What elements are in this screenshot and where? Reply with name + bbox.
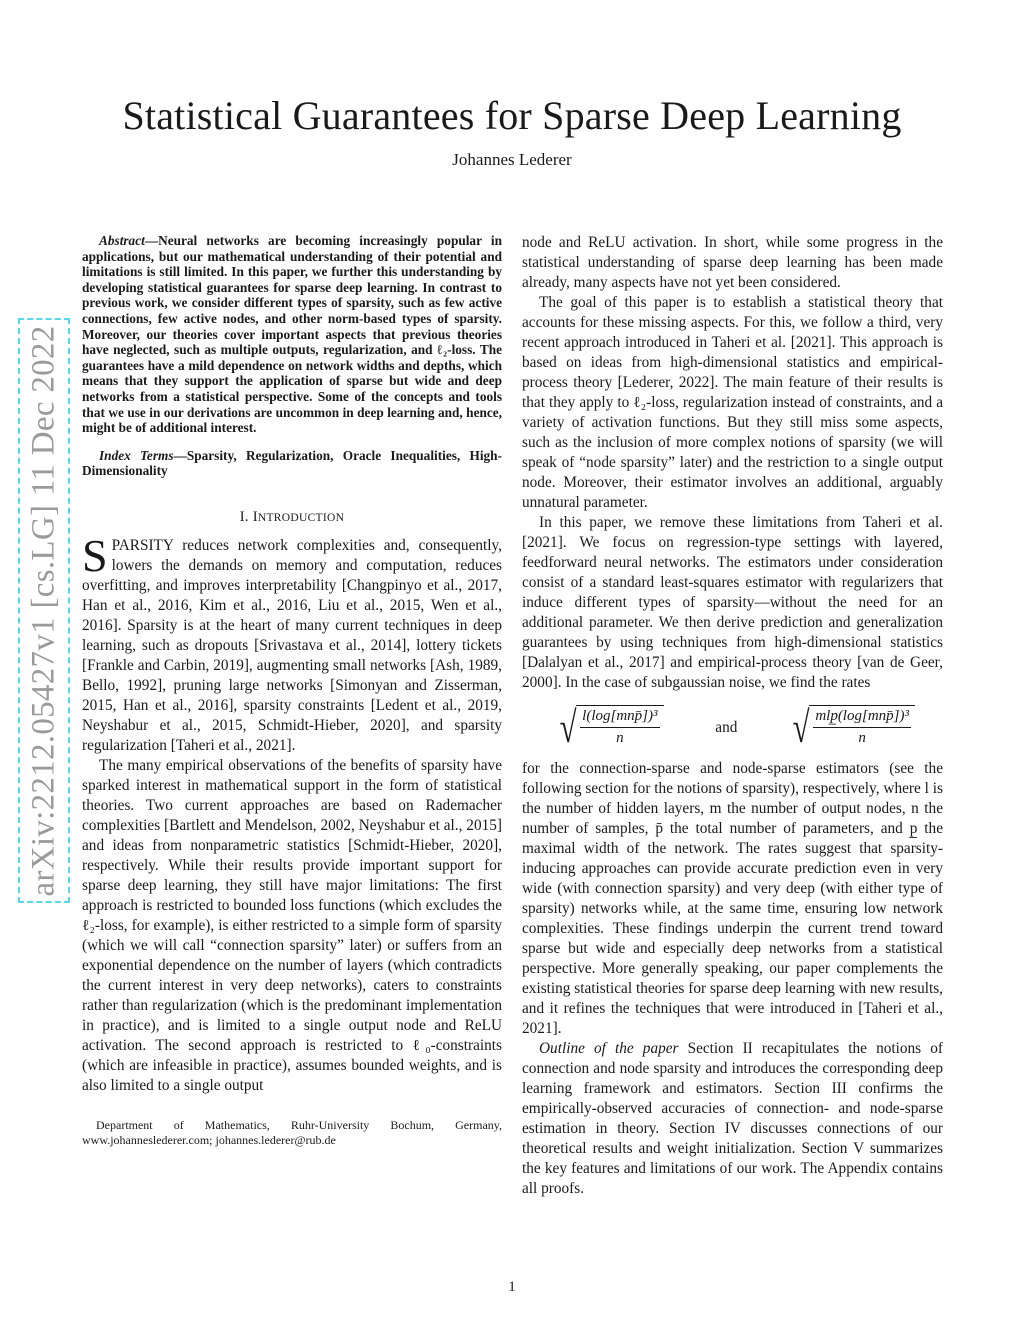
node-sparse-rate <box>789 705 915 751</box>
right-paragraph-1: node and ReLU activation. In short, while some progress in the statistical understanding of sparse deep learning has been made already, many aspects have not yet been considered. <box>522 234 943 291</box>
section-numeral: I. <box>239 508 253 525</box>
intro-paragraph-2: The many empirical observations of the benefits of sparsity have sparked interest in mathematical support in the form of statistical theories. Two current approaches are based on Rademacher complexities [Bartlett and Mendelson, 2002, Neyshabur et al., 2015] and ideas from nonparametric statistics [Schmidt-Hieber, 2020], respectively. While their results provide important support for sparse deep learning, they still have major limitations: The first approach is restricted to bounded loss functions (which excludes the ℓ₂-loss, for example), is either restricted to a simple form of sparsity (which we will call “connection sparsity” later) or suffers from an exponential dependence on the number of layers (which contradicts the current interest in very deep networks), caters to constraints rather than regularization (which is the predominant implementation in practice), and is limited to a single output node and ReLU activation. The second approach is restricted to ℓ₀-constraints (which are infeasible in practice), assumes bounded weights, and is also limited to a single output <box>82 756 502 1094</box>
abstract <box>82 233 502 436</box>
rate-denominator: n <box>616 730 624 746</box>
affiliation-footnote: Department of Mathematics, Ruhr-University Bochum, Germany, www.johanneslederer.com; johannes.lederer@rub.de <box>82 1117 502 1147</box>
sqrt-symbol: √ <box>792 703 810 752</box>
left-column <box>82 233 502 1148</box>
rate-formulas <box>522 699 943 757</box>
section-heading-introduction <box>82 509 502 526</box>
arxiv-id: arXiv:2212.05427v1 [cs.LG] 11 Dec 2022 <box>25 324 62 897</box>
right-column <box>522 233 943 1199</box>
intro-lead-word: PARSITY <box>111 536 174 554</box>
abstract-label: Abstract <box>99 233 145 248</box>
outline-paragraph <box>522 1039 943 1199</box>
index-terms-label: Index Terms <box>99 447 174 463</box>
right-paragraph-2: The goal of this paper is to establish a statistical theory that accounts for these missing aspects. For this, we follow a third, very recent approach introduced in Taheri et al. [2021]. This approach is based on ideas from high-dimensional statistics and empirical-process theory [Lederer, 2022]. The main feature of their results is that they apply to ℓ₂-loss, regularization instead of constraints, and a variety of activation functions. But they still miss some aspects, such as the inclusion of more complex notions of sparsity (we will speak of “node sparsity” later) and the restriction to a single output node. Moreover, their estimator involves an additional, arguably unnatural parameter. <box>522 294 943 511</box>
right-paragraph-3: In this paper, we remove these limitations from Taheri et al. [2021]. We focus on regression-type settings with layered, feedforward neural networks. The estimators under consideration consist of a standard least-squares estimator with regularizers that induce different types of sparsity—without the need for an additional parameter. We then derive prediction and generalization guarantees by using techniques from high-dimensional statistics [Dalalyan et al., 2017] and empirical-process theory [van de Geer, 2000]. In the case of subgaussian noise, we find the rates <box>522 514 943 691</box>
rate-denominator: n <box>858 730 866 746</box>
drop-cap: S <box>82 529 108 581</box>
section-title-rest: NTRODUCTION <box>257 511 345 524</box>
rate-numerator: mlp̲(log[mnp̄])³ <box>813 708 911 728</box>
formula-and: and <box>715 719 738 736</box>
section-initial: I <box>252 508 258 525</box>
author-name: Johannes Lederer <box>452 150 572 169</box>
intro-paragraph-1 <box>82 529 502 756</box>
abstract-text: —Neural networks are becoming increasingly popular in applications, but our mathematical understanding of their potential and limitations is still limited. In this paper, we further this understanding by developing statistical guarantees for sparse deep learning. In contrast to previous work, we consider different types of sparsity, such as few active connections, few active nodes, and other norm-based types of sparsity. Moreover, our theories cover important aspects that previous theories have neglected, such as multiple outputs, regularization, and ℓ₂-loss. The guarantees have a mild dependence on network widths and depths, which means that they support the application of sparse but wide and deep networks from a statistical perspective. Some of the concepts and tools that we use in our derivations are uncommon in deep learning and, hence, might be of additional interest. <box>82 233 502 436</box>
paper-title: Statistical Guarantees for Sparse Deep Learning <box>122 93 902 138</box>
page-number: 1 <box>508 1279 516 1295</box>
sqrt-symbol: √ <box>559 703 577 752</box>
intro-p1-text: reduces network complexities and, consequently, lowers the demands on memory and computation, reduces overfitting, and improves interpretability [Changpinyo et al., 2017, Han et al., 2016, Kim et al., 2016, Liu et al., 2015, Wen et al., 2016]. Sparsity is at the heart of many current techniques in deep learning, such as dropouts [Srivastava et al., 2014], lottery tickets [Frankle and Carbin, 2019], augmenting small networks [Ash, 1989, Bello, 1992], pruning large networks [Simonyan and Zisserman, 2015, Han et al., 2016], sparsity constraints [Ledent et al., 2019, Neyshabur et al., 2015, Schmidt-Hieber, 2020], and sparsity regularization [Taheri et al., 2021]. <box>82 536 502 754</box>
arxiv-stamp[interactable] <box>18 318 70 903</box>
connection-sparse-rate <box>556 705 664 751</box>
rate-numerator: l(log[mnp̄])³ <box>580 708 659 728</box>
index-terms-text: —Sparsity, Regularization, Oracle Inequalities, High-Dimensionality <box>82 447 502 479</box>
index-terms <box>82 448 502 479</box>
right-paragraph-4: for the connection-sparse and node-sparse estimators (see the following section for the notions of sparsity), respectively, where l is the number of hidden layers, m the number of output nodes, n the number of samples, p̄ the total number of parameters, and p̲ the maximal width of the network. The rates suggest that sparsity-inducing approaches can provide accurate prediction even in very wide (with connection sparsity) and very deep (with either type of sparsity) networks while, at the same time, ensuring low network complexities. These findings underpin the current trend toward sparse but wide and especially deep networks from a statistical perspective. More generally speaking, our paper complements the existing statistical theories for sparse deep learning with new results, and it refines the techniques that were introduced in [Taheri et al., 2021]. <box>522 760 943 1037</box>
outline-label: Outline of the paper <box>539 1040 679 1057</box>
outline-text: Section II recapitulates the notions of connection and node sparsity and introduces the corresponding deep learning framework and estimators. Section III confirms the empirically-observed accuracies of connection- and node-sparse estimation in theory. Section IV discusses connections of our theoretical results and weight initialization. Section V summarizes the key features and limitations of our work. The Appendix contains all proofs. <box>522 1040 943 1197</box>
